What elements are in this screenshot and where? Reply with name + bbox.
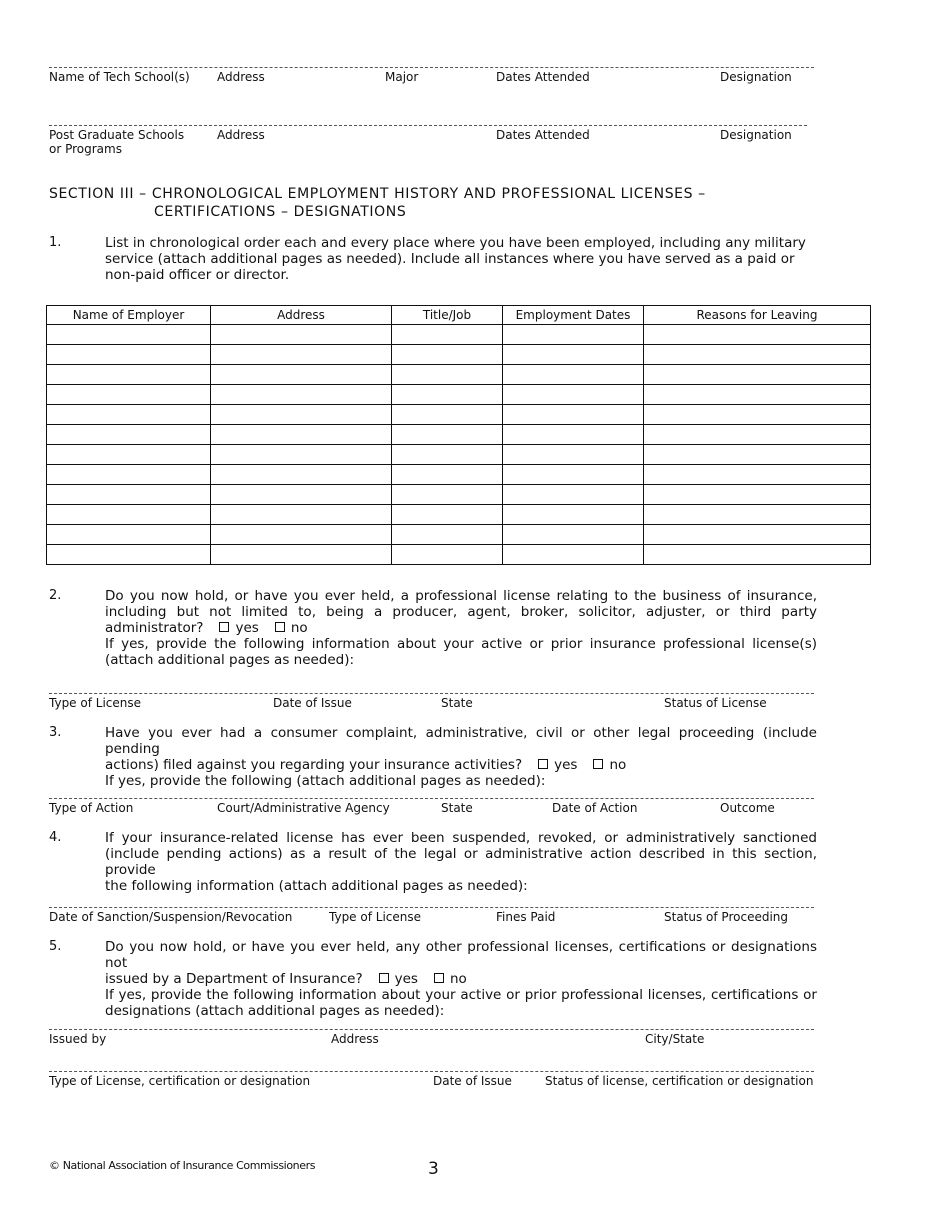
question-3-line3: If yes, provide the following (attach additional pages as needed):: [105, 773, 546, 789]
question-5-yes-label: yes: [394, 971, 418, 987]
question-1-line3: non-paid officer or director.: [105, 267, 290, 283]
license-state-label: State: [441, 696, 473, 710]
header-employment-dates: Employment Dates: [503, 306, 644, 325]
issued-by-label: Issued by: [49, 1032, 107, 1046]
question-4-line3: the following information (attach additional pages as needed):: [105, 878, 528, 894]
employment-cell[interactable]: [211, 545, 392, 565]
action-court-label: Court/Administrative Agency: [217, 801, 390, 815]
employment-cell[interactable]: [211, 465, 392, 485]
sanction-type-label: Type of License: [329, 910, 421, 924]
employment-cell[interactable]: [392, 385, 503, 405]
employment-cell[interactable]: [392, 525, 503, 545]
employment-cell[interactable]: [392, 545, 503, 565]
employment-cell[interactable]: [644, 485, 871, 505]
question-2-line1: Do you now hold, or have you ever held, a professional license relating to the business of insurance,: [105, 588, 817, 604]
employment-cell[interactable]: [47, 445, 211, 465]
license-status-label: Status of License: [664, 696, 767, 710]
question-2-yes-checkbox[interactable]: [219, 622, 229, 632]
question-4-line2: (include pending actions) as a result of the legal or administrative action described in this section, provide: [105, 846, 817, 878]
employment-cell[interactable]: [392, 445, 503, 465]
question-2-line5: (attach additional pages as needed):: [105, 652, 355, 668]
employment-table-body: [47, 325, 871, 565]
section-3-title-line1: SECTION III – CHRONOLOGICAL EMPLOYMENT HISTORY AND PROFESSIONAL LICENSES –: [49, 186, 706, 202]
tech-school-name-label: Name of Tech School(s): [49, 70, 190, 84]
employment-row: [47, 325, 871, 345]
certification-status-label: Status of license, certification or designation: [545, 1074, 814, 1088]
employment-cell[interactable]: [392, 365, 503, 385]
employment-cell[interactable]: [47, 425, 211, 445]
question-5-yes-checkbox[interactable]: [379, 973, 389, 983]
license-date-label: Date of Issue: [273, 696, 352, 710]
employment-cell[interactable]: [211, 325, 392, 345]
question-2-line3-row: [105, 620, 817, 636]
issuer-info-line: [49, 1029, 814, 1030]
question-1-number: 1.: [49, 235, 62, 250]
employment-cell[interactable]: [644, 325, 871, 345]
employment-cell[interactable]: [211, 525, 392, 545]
employment-cell[interactable]: [644, 425, 871, 445]
action-info-line: [49, 798, 814, 799]
question-5-number: 5.: [49, 939, 62, 954]
certification-type-label: Type of License, certification or designation: [49, 1074, 311, 1088]
question-4-number: 4.: [49, 830, 62, 845]
issuer-city-state-label: City/State: [645, 1032, 705, 1046]
tech-school-address-label: Address: [217, 70, 265, 84]
question-3-number: 3.: [49, 725, 62, 740]
employment-cell[interactable]: [644, 525, 871, 545]
question-5-line3: If yes, provide the following information about your active or prior professional licenses, certifications or: [105, 987, 817, 1003]
employment-cell[interactable]: [392, 425, 503, 445]
question-3-text: [105, 725, 817, 789]
employment-cell[interactable]: [644, 505, 871, 525]
postgrad-name-label-2: or Programs: [49, 142, 122, 156]
employment-cell[interactable]: [644, 465, 871, 485]
action-type-label: Type of Action: [49, 801, 134, 815]
employment-cell[interactable]: [644, 405, 871, 425]
question-3-yes-checkbox[interactable]: [538, 759, 548, 769]
employment-row: [47, 365, 871, 385]
question-3-no-label: no: [609, 757, 627, 773]
employment-cell[interactable]: [47, 465, 211, 485]
postgrad-designation-label: Designation: [720, 128, 792, 142]
action-outcome-label: Outcome: [720, 801, 775, 815]
employment-cell[interactable]: [47, 545, 211, 565]
employment-cell[interactable]: [47, 385, 211, 405]
question-2-yes-label: yes: [235, 620, 259, 636]
employment-cell[interactable]: [503, 525, 644, 545]
issuer-address-label: Address: [331, 1032, 379, 1046]
employment-cell[interactable]: [211, 405, 392, 425]
sanction-info-line: [49, 907, 814, 908]
sanction-fines-label: Fines Paid: [496, 910, 556, 924]
employment-cell[interactable]: [211, 505, 392, 525]
action-state-label: State: [441, 801, 473, 815]
question-2-no-label: no: [290, 620, 308, 636]
employment-cell[interactable]: [644, 345, 871, 365]
employment-cell[interactable]: [211, 425, 392, 445]
question-2-line3: administrator?: [105, 620, 204, 636]
employment-cell[interactable]: [503, 345, 644, 365]
header-address: Address: [211, 306, 392, 325]
employment-cell[interactable]: [211, 445, 392, 465]
employment-cell[interactable]: [47, 485, 211, 505]
question-3-line1: Have you ever had a consumer complaint, administrative, civil or other legal proceeding (include pending: [105, 725, 817, 757]
employment-cell[interactable]: [503, 465, 644, 485]
employment-cell[interactable]: [392, 345, 503, 365]
action-date-label: Date of Action: [552, 801, 638, 815]
employment-cell[interactable]: [503, 425, 644, 445]
employment-cell[interactable]: [47, 345, 211, 365]
employment-cell[interactable]: [644, 445, 871, 465]
employment-cell[interactable]: [211, 385, 392, 405]
employment-cell[interactable]: [503, 325, 644, 345]
page-number: 3: [428, 1159, 439, 1179]
question-4-text: [105, 830, 817, 894]
sanction-status-label: Status of Proceeding: [664, 910, 789, 924]
postgrad-line: [49, 125, 807, 126]
license-type-label: Type of License: [49, 696, 141, 710]
employment-cell[interactable]: [392, 505, 503, 525]
employment-cell[interactable]: [392, 465, 503, 485]
employment-cell[interactable]: [392, 405, 503, 425]
employment-cell[interactable]: [644, 365, 871, 385]
employment-cell[interactable]: [47, 325, 211, 345]
certification-date-label: Date of Issue: [433, 1074, 512, 1088]
postgrad-address-label: Address: [217, 128, 265, 142]
employment-cell[interactable]: [503, 365, 644, 385]
employment-cell[interactable]: [392, 485, 503, 505]
question-3-line2: actions) filed against you regarding your insurance activities?: [105, 757, 523, 773]
employment-row: [47, 385, 871, 405]
question-3-line2-row: [105, 757, 817, 773]
header-title-job: Title/Job: [392, 306, 503, 325]
question-2-line2: including but not limited to, being a producer, agent, broker, solicitor, adjuster, or third party: [105, 604, 817, 620]
tech-school-line: [49, 67, 814, 68]
employment-row: [47, 525, 871, 545]
tech-school-major-label: Major: [385, 70, 419, 84]
employment-row: [47, 425, 871, 445]
employment-history-table: [46, 305, 871, 565]
employment-cell[interactable]: [47, 405, 211, 425]
employment-row: [47, 345, 871, 365]
employment-cell[interactable]: [503, 545, 644, 565]
question-5-line2: issued by a Department of Insurance?: [105, 971, 363, 987]
footer-copyright: © National Association of Insurance Commissioners: [49, 1159, 316, 1172]
employment-row: [47, 405, 871, 425]
employment-cell[interactable]: [503, 505, 644, 525]
employment-row: [47, 505, 871, 525]
question-5-line4: designations (attach additional pages as needed):: [105, 1003, 445, 1019]
section-3-title-line2: CERTIFICATIONS – DESIGNATIONS: [154, 204, 407, 220]
employment-cell[interactable]: [503, 485, 644, 505]
header-name-of-employer: Name of Employer: [47, 306, 211, 325]
employment-cell[interactable]: [47, 505, 211, 525]
postgrad-dates-label: Dates Attended: [496, 128, 590, 142]
tech-school-designation-label: Designation: [720, 70, 792, 84]
question-4-line1: If your insurance-related license has ever been suspended, revoked, or administratively sanctioned: [105, 830, 817, 846]
employment-cell[interactable]: [211, 365, 392, 385]
employment-cell[interactable]: [211, 345, 392, 365]
question-3-no-checkbox[interactable]: [593, 759, 603, 769]
question-2-number: 2.: [49, 588, 62, 603]
employment-cell[interactable]: [392, 325, 503, 345]
question-2-text: [105, 588, 817, 668]
employment-table-header-row: [47, 306, 871, 325]
question-5-no-label: no: [449, 971, 467, 987]
question-5-text: [105, 939, 817, 1019]
tech-school-dates-label: Dates Attended: [496, 70, 590, 84]
question-3-yes-label: yes: [554, 757, 578, 773]
question-2-line4: If yes, provide the following information about your active or prior insurance professional license(s): [105, 636, 817, 652]
employment-cell[interactable]: [47, 365, 211, 385]
question-5-line1: Do you now hold, or have you ever held, any other professional licenses, certifications or designations not: [105, 939, 817, 971]
question-1-text: [105, 235, 817, 283]
employment-cell[interactable]: [644, 545, 871, 565]
sanction-date-label: Date of Sanction/Suspension/Revocation: [49, 910, 293, 924]
question-1-line2: service (attach additional pages as needed). Include all instances where you have served as a paid or: [105, 251, 795, 267]
question-5-line2-row: [105, 971, 817, 987]
question-1-line1: List in chronological order each and every place where you have been employed, including any military: [105, 235, 806, 251]
certification-info-line: [49, 1071, 814, 1072]
employment-row: [47, 545, 871, 565]
question-5-no-checkbox[interactable]: [434, 973, 444, 983]
question-2-no-checkbox[interactable]: [275, 622, 285, 632]
employment-cell[interactable]: [47, 525, 211, 545]
employment-cell[interactable]: [503, 385, 644, 405]
license-info-line: [49, 693, 814, 694]
employment-row: [47, 445, 871, 465]
employment-cell[interactable]: [644, 385, 871, 405]
employment-cell[interactable]: [211, 485, 392, 505]
employment-row: [47, 485, 871, 505]
postgrad-name-label-1: Post Graduate Schools: [49, 128, 185, 142]
employment-row: [47, 465, 871, 485]
header-reasons-for-leaving: Reasons for Leaving: [644, 306, 871, 325]
employment-cell[interactable]: [503, 445, 644, 465]
employment-cell[interactable]: [503, 405, 644, 425]
